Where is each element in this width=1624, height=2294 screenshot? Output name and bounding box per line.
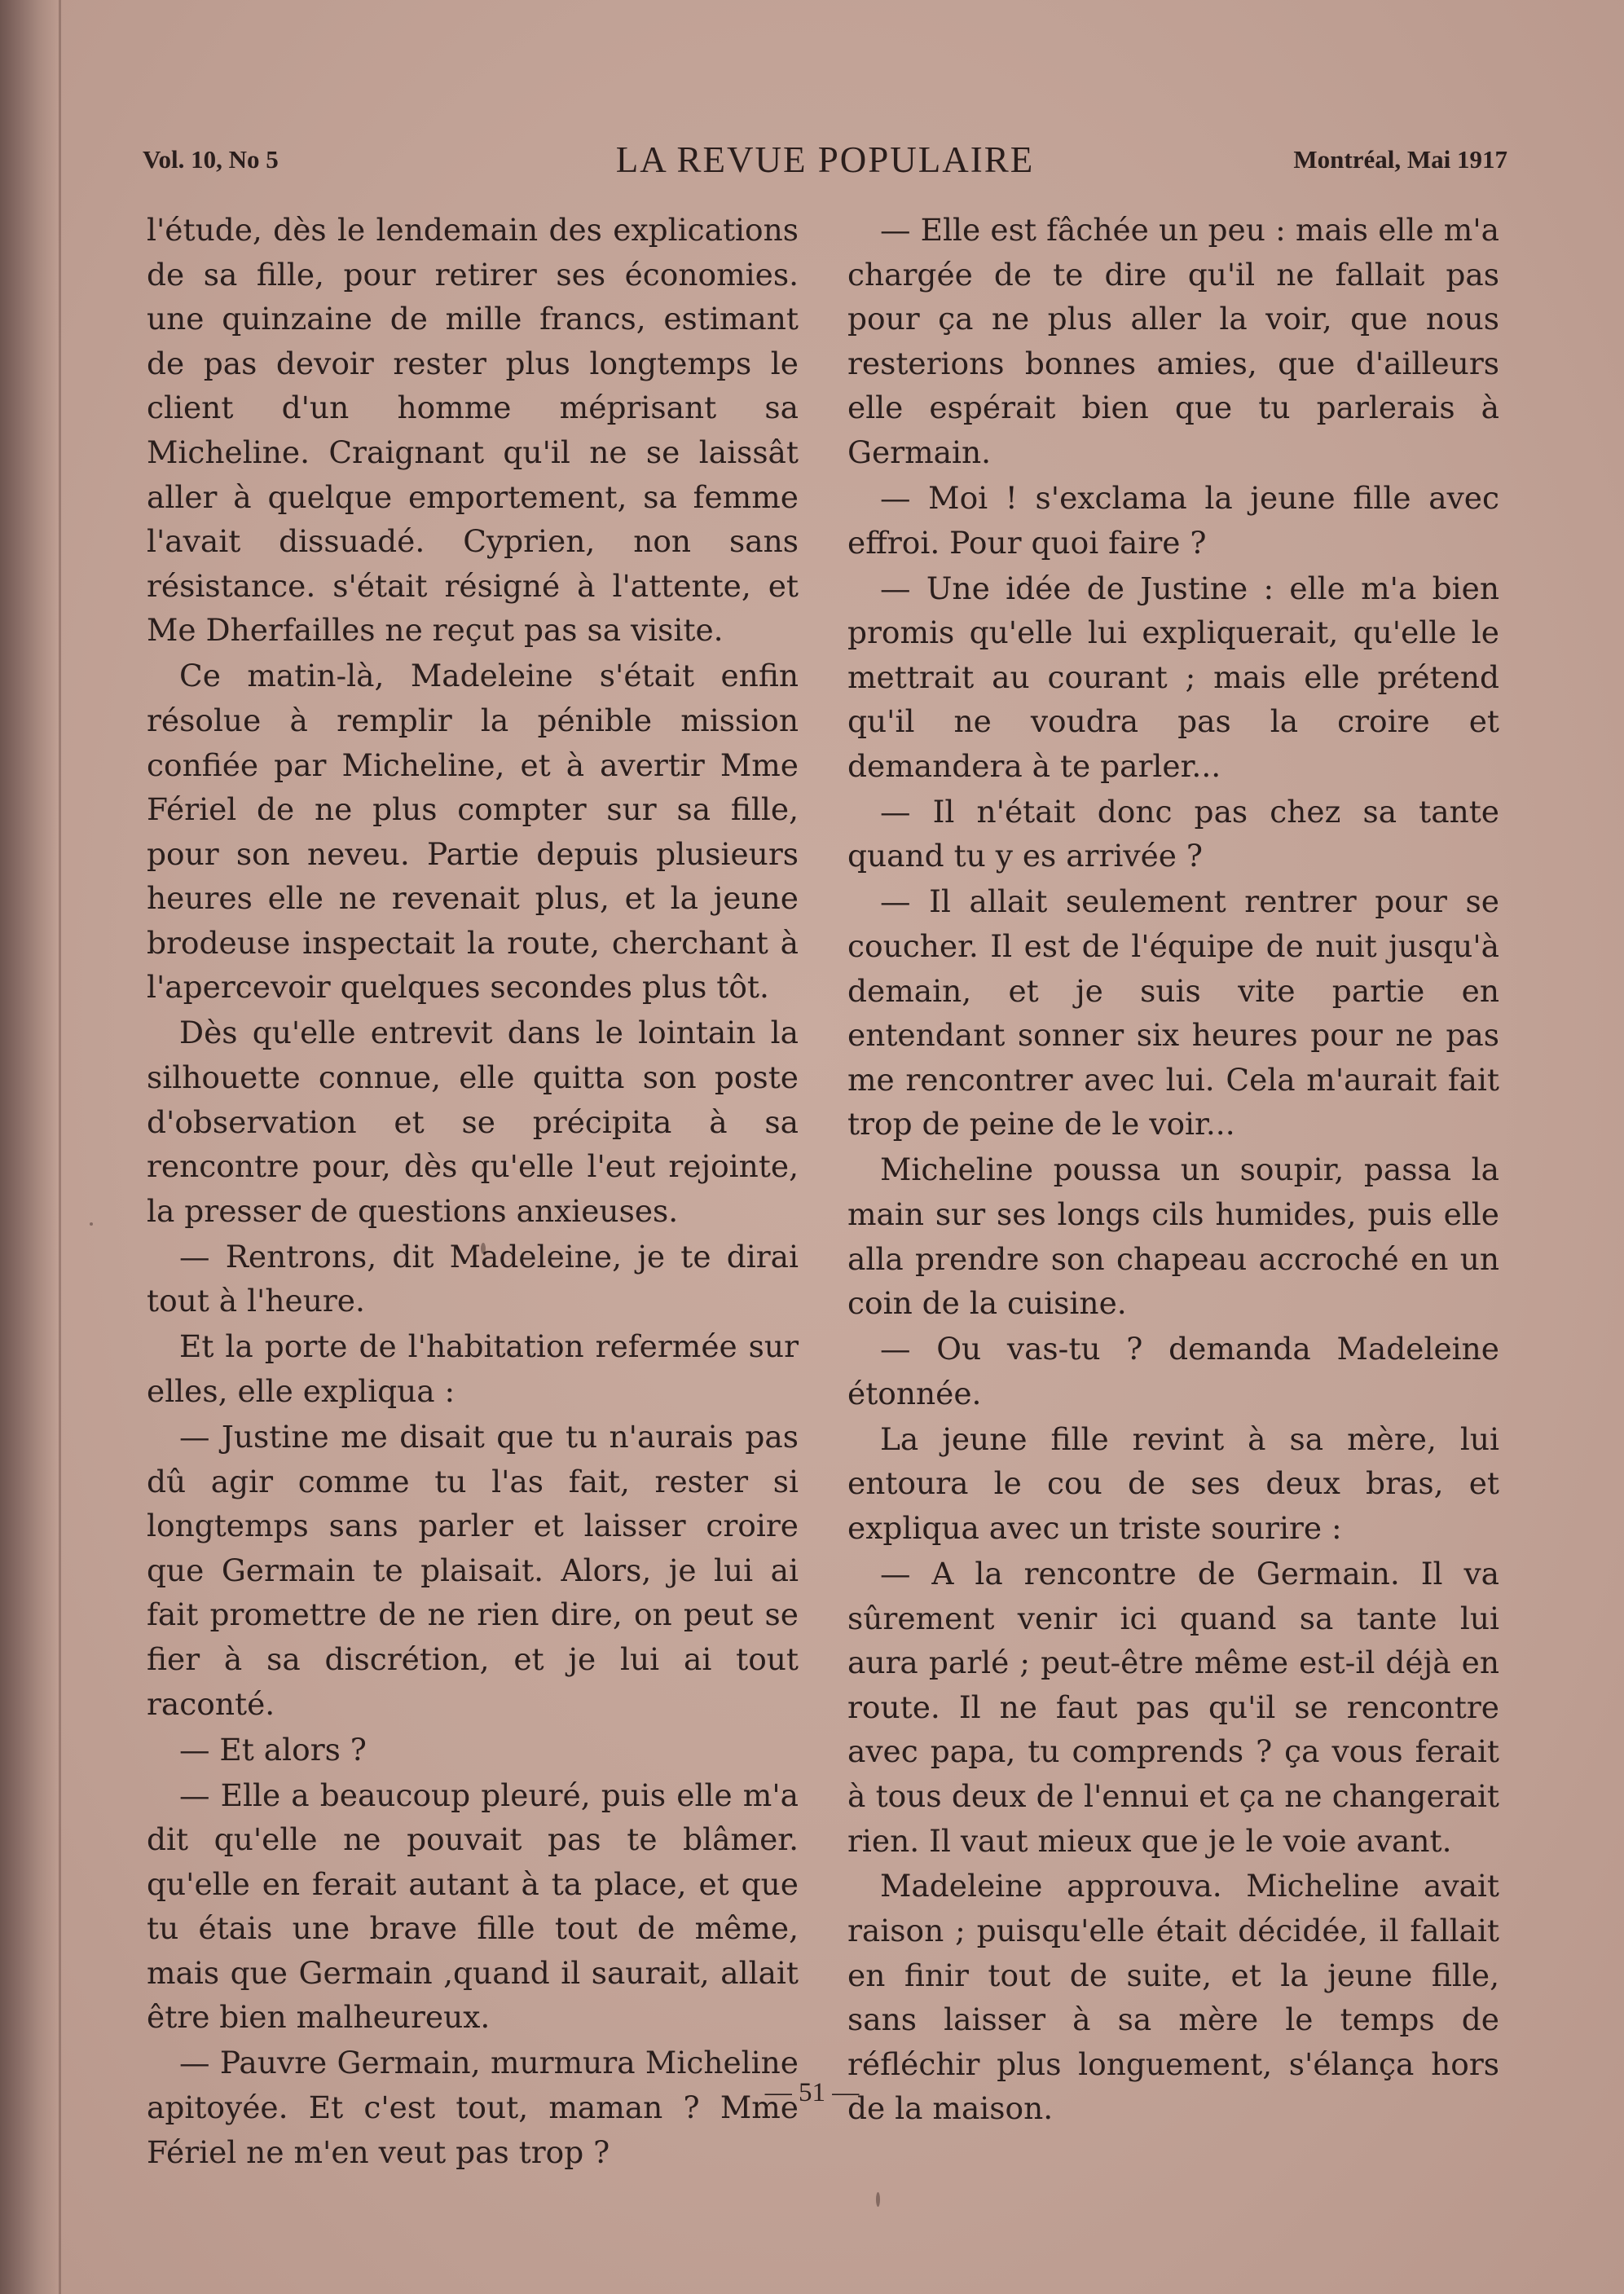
issue-date: Montréal, Mai 1917: [1293, 145, 1507, 174]
paragraph: — Il allait seulement rentrer pour se coucher. Il est de l'équipe de nuit jusqu'à demain, et je suis vite partie en entendant sonner six heures pour ne pas me rencontrer avec lui. Cela m'aurait fait trop de peine de le voir...: [847, 883, 1499, 1143]
paragraph: — Elle a beaucoup pleuré, puis elle m'a dit qu'elle ne pouvait pas te blâmer. qu'elle en ferait autant à ta place, et que tu étais une brave fille tout de même, mais que Germain ,quand il saurait, allait être bien malheureux.: [147, 1777, 799, 2036]
paragraph: — Moi ! s'exclama la jeune fille avec effroi. Pour quoi faire ?: [847, 479, 1499, 561]
paragraph: Ce matin-là, Madeleine s'était enfin résolue à remplir la pénible mission confiée par Micheline, et à avertir Mme Fériel de ne plus compter sur sa fille, pour son neveu. Partie depuis plusieurs heures elle ne revenait plus, et la jeune brodeuse inspectait la route, cherchant à l'apercevoir quelques secondes plus tôt.: [147, 658, 799, 1006]
paragraph: — Une idée de Justine : elle m'a bien promis qu'elle lui expliquerait, qu'elle le mettrait au courant ; mais elle prétend qu'il ne voudra pas la croire et demandera à te parler...: [847, 570, 1499, 784]
paragraph: — Et alors ?: [179, 1731, 367, 1768]
paragraph: Micheline poussa un soupir, passa la main sur ses longs cils humides, puis elle alla prendre son chapeau accroché en un coin de la cuisine.: [847, 1151, 1499, 1322]
paragraph: — A la rencontre de Germain. Il va sûrement venir ici quand sa tante lui aura parlé ; peut-être même est-il déjà en route. Il ne faut pas qu'il se rencontre avec papa, tu comprends ? ça vous ferait à tous deux de l'ennui et ça ne changerait rien. Il vaut mieux que je le voie avant.: [847, 1555, 1499, 1859]
paper-speck: [90, 1222, 93, 1226]
book-spine-shadow: [0, 0, 57, 2294]
running-header: [143, 139, 1507, 187]
page-number: — 51 —: [764, 2078, 860, 2107]
paragraph: — Il n'était donc pas chez sa tante quand tu y es arrivée ?: [847, 793, 1499, 874]
paragraph: La jeune fille revint à sa mère, lui entoura le cou de ses deux bras, et expliqua avec un triste sourire :: [847, 1420, 1499, 1546]
paragraph: — Rentrons, dit Madeleine, je te dirai tout à l'heure.: [147, 1238, 799, 1319]
paragraph: — Ou vas-tu ? demanda Madeleine étonnée.: [847, 1331, 1499, 1411]
paragraph: — Elle est fâchée un peu : mais elle m'a chargée de te dire qu'il ne fallait pas pour ça ne plus aller la voir, que nous resterions bonnes amies, que d'ailleurs elle espérait bien que tu parlerais à Germain.: [847, 212, 1499, 470]
paragraph: Madeleine approuva. Micheline avait raison ; puisqu'elle était décidée, il fallait en finir tout de suite, et la jeune fille, sans laisser à sa mère le temps de réfléchir plus longuement, s'élança hors de la maison.: [847, 1868, 1499, 2127]
paragraph: l'étude, dès le lendemain des explications de sa fille, pour retirer ses économies. une quinzaine de mille francs, estimant de pas devoir rester plus longtemps le client d'un homme méprisant sa Micheline. Craignant qu'il ne se laissât aller à quelque emportement, sa femme l'avait dissuadé. Cyprien, non sans résistance. s'était résigné à l'attente, et Me Dherfailles ne reçut pas sa visite.: [147, 212, 799, 649]
left-text-column: [147, 208, 799, 2176]
paragraph: Dès qu'elle entrevit dans le lointain la silhouette connue, elle quitta son poste d'observation et se précipita à sa rencontre pour, dès qu'elle l'eut rejointe, la presser de questions anxieuses.: [147, 1015, 799, 1229]
paragraph: — Pauvre Germain, murmura Micheline apitoyée. Et c'est tout, maman ? Mme Fériel ne m'en veut pas trop ?: [147, 2045, 799, 2170]
right-text-column: [847, 208, 1499, 2132]
paragraph: — Justine me disait que tu n'aurais pas dû agir comme tu l'as fait, rester si longtemps sans parler et laisser croire que Germain te plaisait. Alors, je lui ai fait promettre de ne rien dire, on peut se fier à sa discrétion, et je lui ai tout raconté.: [147, 1418, 799, 1722]
paragraph: Et la porte de l'habitation refermée sur elles, elle expliqua :: [147, 1328, 799, 1409]
volume-number: Vol. 10, No 5: [143, 145, 279, 174]
paper-speck: [876, 2192, 880, 2207]
journal-title: LA REVUE POPULAIRE: [615, 139, 1035, 180]
gutter-line: [59, 0, 61, 2294]
